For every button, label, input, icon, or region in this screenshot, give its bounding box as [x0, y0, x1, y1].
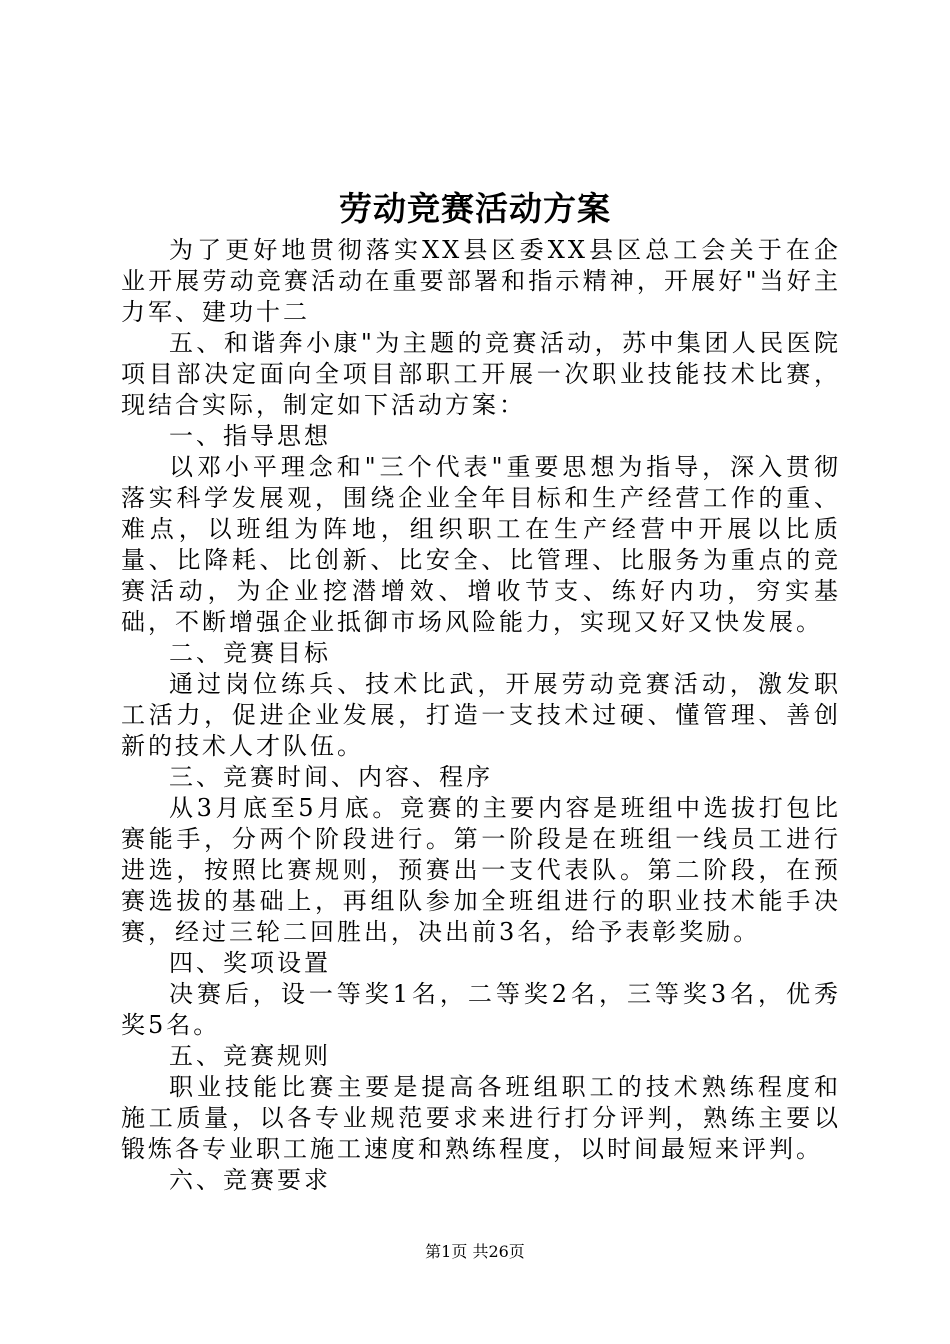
paragraph-intro: 为了更好地贯彻落实XX县区委XX县区总工会关于在企业开展劳动竞赛活动在重要部署和指示精神，开展好"当好主力军、建功十二 [121, 236, 841, 326]
paragraph-rules: 职业技能比赛主要是提高各班组职工的技术熟练程度和施工质量，以各专业规范要求来进行打分评判，熟练主要以锻炼各专业职工施工速度和熟练程度，以时间最短来评判。 [121, 1073, 841, 1163]
paragraph-time-content-procedure: 从3月底至5月底。竞赛的主要内容是班组中选拔打包比赛能手，分两个阶段进行。第一阶段是在班组一线员工进行进选，按照比赛规则，预赛出一支代表队。第二阶段，在预赛选拔的基础上，再组队参加全班组进行的职业技术能手决赛，经过三轮二回胜出，决出前3名，给予表彰奖励。 [121, 794, 841, 946]
section-heading-time-content-procedure: 三、竞赛时间、内容、程序 [169, 763, 493, 791]
paragraph-awards: 决赛后，设一等奖1名，二等奖2名，三等奖3名，优秀奖5名。 [121, 980, 841, 1039]
section-heading-guiding-ideology: 一、指导思想 [169, 422, 331, 450]
section-heading-rules: 五、竞赛规则 [169, 1042, 331, 1070]
document-title: 劳动竞赛活动方案 [339, 189, 611, 228]
section-heading-competition-goals: 二、竞赛目标 [169, 639, 331, 667]
section-heading-awards: 四、奖项设置 [169, 949, 331, 977]
paragraph-competition-goals: 通过岗位练兵、技术比武，开展劳动竞赛活动，激发职工活力，促进企业发展，打造一支技术过硬、懂管理、善创新的技术人才队伍。 [121, 670, 841, 760]
document-body [121, 235, 841, 1196]
page-number-footer: 第1页 共26页 [425, 1242, 525, 1261]
paragraph-guiding-ideology: 以邓小平理念和"三个代表"重要思想为指导，深入贯彻落实科学发展观，围绕企业全年目标和生产经营工作的重、难点，以班组为阵地，组织职工在生产经营中开展以比质量、比降耗、比创新、比安全、比管理、比服务为重点的竞赛活动，为企业挖潜增效、增收节支、练好内功，穷实基础，不断增强企业抵御市场风险能力，实现又好又快发展。 [121, 453, 841, 636]
section-heading-requirements: 六、竞赛要求 [169, 1166, 331, 1194]
paragraph-intro-continued: 五、和谐奔小康"为主题的竞赛活动，苏中集团人民医院项目部决定面向全项目部职工开展一次职业技能技术比赛，现结合实际，制定如下活动方案： [121, 329, 841, 419]
